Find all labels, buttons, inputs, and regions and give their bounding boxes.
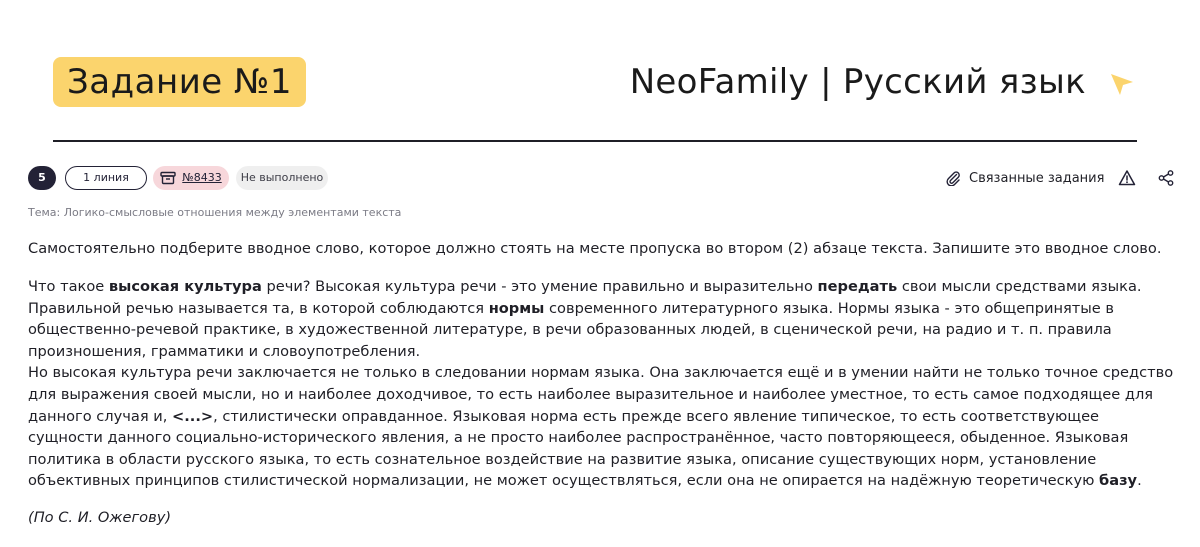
bold-fragment: нормы: [488, 299, 545, 317]
text-fragment: Что такое: [28, 278, 109, 295]
task-instruction: Самостоятельно подберите вводное слово, которое должно стоять на месте пропуска во втором (2) абзаце текста. Запишите это вводное слово.: [28, 240, 1162, 257]
text-paragraph-2: [28, 362, 1178, 492]
task-line-chip[interactable]: 1 линия: [65, 166, 147, 190]
task-title-badge: Задание №1: [53, 57, 306, 107]
text-fragment: .: [1137, 472, 1142, 490]
gap-placeholder: <...>: [172, 407, 214, 425]
text-source: (По С. И. Ожегову): [28, 509, 172, 526]
text-paragraph-1: [28, 276, 1178, 362]
archive-icon: [160, 171, 176, 185]
text-fragment: Но высокая культура речи заключается не только в следовании нормам языка. Она заключается ещё и в умении найти не только точное средство для выражения своей мысли, но и наиболее доходчивое, то есть наиболее выразительное и наиболее уместное, то есть самое подходящее для данного случая и,: [28, 364, 1174, 425]
text-fragment: , стилистически оправданное. Языковая норма есть прежде всего явление типическое, то есть соответствующее сущности данного социально-исторического явления, а не просто наиболее распространённое, часто повторяющееся, обыденное. Языковая политика в области русского языка, то есть сознательное воздействие на развитие языка, описание существующих норм, установление объективных принципов стилистической нормализации, не может осуществляться, если она не опирается на надёжную теоретическую: [28, 407, 1129, 490]
text-fragment: свои мысли средствами языка. Правильной речью называется та, в которой соблюдаются: [28, 278, 1142, 317]
warning-icon[interactable]: [1118, 169, 1136, 187]
text-fragment: речи? Высокая культура речи - это умение правильно и выразительно: [261, 278, 818, 295]
task-topic: Тема: Логико-смысловые отношения между элементами текста: [28, 206, 402, 219]
text-fragment: современного литературного языка. Нормы языка - это общепринятые в общественно-речевой практике, в художественной литературе, в речи образованных людей, в сценической речи, на радио и т. п. правила произношения, грамматики и словоупотребления.: [28, 299, 1115, 360]
cursor-arrow-icon: [1108, 70, 1136, 98]
task-id-chip[interactable]: [153, 166, 229, 190]
status-badge: Не выполнено: [236, 166, 328, 190]
bold-fragment: высокая культура: [108, 278, 262, 295]
task-number-chip: 5: [28, 166, 56, 190]
bold-fragment: передать: [817, 278, 898, 295]
header-divider: [53, 140, 1137, 142]
task-id-link[interactable]: №8433: [182, 171, 222, 184]
related-tasks-button[interactable]: [945, 166, 1104, 190]
related-tasks-label: Связанные задания: [969, 170, 1105, 186]
brand-title: NeoFamily | Русский язык: [629, 62, 1086, 102]
task-text: [28, 276, 1178, 492]
bold-fragment: базу: [1099, 472, 1138, 490]
page-header: [0, 0, 1200, 142]
paperclip-icon: [945, 170, 961, 186]
share-icon[interactable]: [1157, 169, 1175, 187]
task-meta-row: [27, 166, 1177, 192]
